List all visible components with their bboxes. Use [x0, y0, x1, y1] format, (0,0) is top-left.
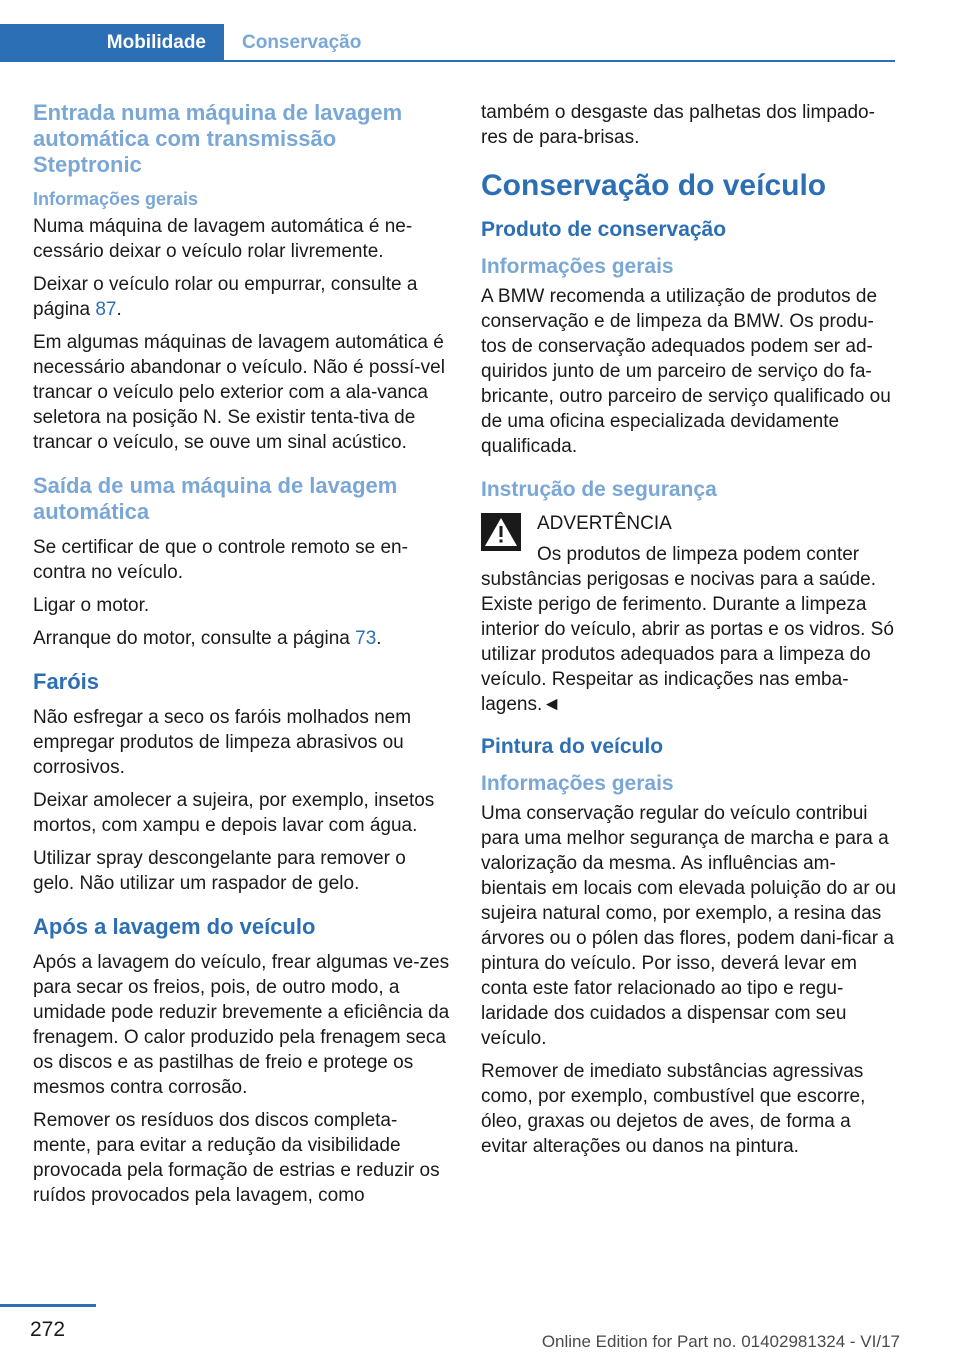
warning-block [481, 511, 897, 717]
section-title-farois: Faróis [33, 669, 100, 694]
subheading-info-gerais: Informações gerais [481, 255, 674, 278]
section-title-produto: Produto de conservação [481, 218, 727, 241]
tab-underline [224, 60, 895, 62]
edition-footer: Online Edition for Part no. 01402981324 - VI/17 [541, 1332, 900, 1351]
paragraph: também o desgaste das palhetas dos limpado-res de para-brisas. [481, 102, 875, 148]
paragraph [33, 626, 451, 651]
paragraph-end: . [376, 628, 382, 649]
tab-conservacao[interactable]: Conservação [242, 32, 362, 53]
page-number: 272 [30, 1318, 66, 1341]
subheading-info-gerais: Informações gerais [481, 772, 674, 795]
paragraph: Em algumas máquinas de lavagem automática é necessário abandonar o veículo. Não é possí-vel trancar o veículo pelo exterior com a ala-vanca seletora na posição N. Se existir tenta-tiva de trancar o veículo, se ouve um sinal acústico. [33, 332, 445, 453]
paragraph: A BMW recomenda a utilização de produtos de conservação e de limpeza da BMW. Os produ-tos de conservação adequados podem ser ad-quiridos junto de um parceiro de serviço do fa-bricante, outro parceiro de serviço qualificado ou de uma oficina especializada devidamente qualificada. [481, 286, 891, 457]
paragraph: Se certificar de que o controle remoto se en-contra no veículo. [33, 537, 408, 583]
paragraph: Ligar o motor. [33, 595, 150, 616]
paragraph: Numa máquina de lavagem automática é ne-cessário deixar o veículo rolar livremente. [33, 216, 413, 262]
warning-triangle-icon [481, 513, 521, 551]
page-link-87[interactable]: 87 [95, 299, 117, 320]
section-tabs [0, 24, 895, 62]
warning-text: Os produtos de limpeza podem conter substâncias perigosas e nocivas para a saúde. Existe perigo de ferimento. Durante a limpeza interior do veículo, abrir as portas e os vidros. Só utilizar produtos adequados para a limpeza do veículo. Respeitar as indicações nas emba-lagens.◄ [481, 544, 894, 715]
section-title-saida: Saída de uma máquina de lavagem automática [33, 473, 398, 524]
paragraph: Uma conservação regular do veículo contribui para uma melhor segurança de marcha e para a valorização da mesma. As influências am-bientais em locais com elevada poluição do ar ou sujeira natural como, por exemplo, a resina das árvores ou o pólen das flores, podem dani-ficar a pintura do veículo. Por isso, deverá levar em conta este fator relacionado ao tipo e regu-laridade dos cuidados a dispensar com seu veículo. [481, 803, 897, 1049]
tab-mobilidade[interactable]: Mobilidade [0, 24, 224, 62]
section-title-pintura: Pintura do veículo [481, 735, 664, 758]
footer-rule [0, 1304, 96, 1307]
warning-title: ADVERTÊNCIA [537, 513, 672, 534]
paragraph-text: Arranque do motor, consulte a página [33, 628, 356, 649]
paragraph-text: Deixar o veículo rolar ou empurrar, consulte a página [33, 274, 418, 320]
paragraph [33, 272, 451, 322]
subheading-info-gerais: Informações gerais [33, 189, 199, 209]
paragraph-end: . [116, 299, 122, 320]
paragraph: Remover de imediato substâncias agressivas como, por exemplo, combustível que escorre, óleo, graxas ou dejetos de aves, de forma a evitar alterações ou danos na pintura. [481, 1061, 866, 1157]
left-column [33, 100, 451, 1216]
subheading-instrucao-seguranca: Instrução de segurança [481, 478, 717, 501]
right-column [481, 100, 897, 1167]
paragraph: Deixar amolecer a sujeira, por exemplo, insetos mortos, com xampu e depois lavar com água. [33, 790, 435, 836]
paragraph: Remover os resíduos dos discos completa-mente, para evitar a redução da visibilidade provocada pela formação de estrias e reduzir os ruídos provocados pela lavagem, como [33, 1110, 440, 1206]
section-title-entrada: Entrada numa máquina de lavagem automática com transmissão Steptronic [33, 100, 403, 177]
page-link-73[interactable]: 73 [355, 628, 377, 649]
paragraph: Utilizar spray descongelante para remover o gelo. Não utilizar um raspador de gelo. [33, 848, 406, 894]
paragraph: Não esfregar a seco os faróis molhados nem empregar produtos de limpeza abrasivos ou corrosivos. [33, 707, 412, 778]
chapter-title: Conservação do veículo [481, 169, 827, 202]
paragraph: Após a lavagem do veículo, frear algumas ve-zes para secar os freios, pois, de outro modo, a umidade pode reduzir brevemente a eficiência da frenagem. O calor produzido pela frenagem seca os discos e as pastilhas de freio e protege os mesmos contra corrosão. [33, 952, 450, 1098]
section-title-apos-lavagem: Após a lavagem do veículo [33, 914, 316, 939]
